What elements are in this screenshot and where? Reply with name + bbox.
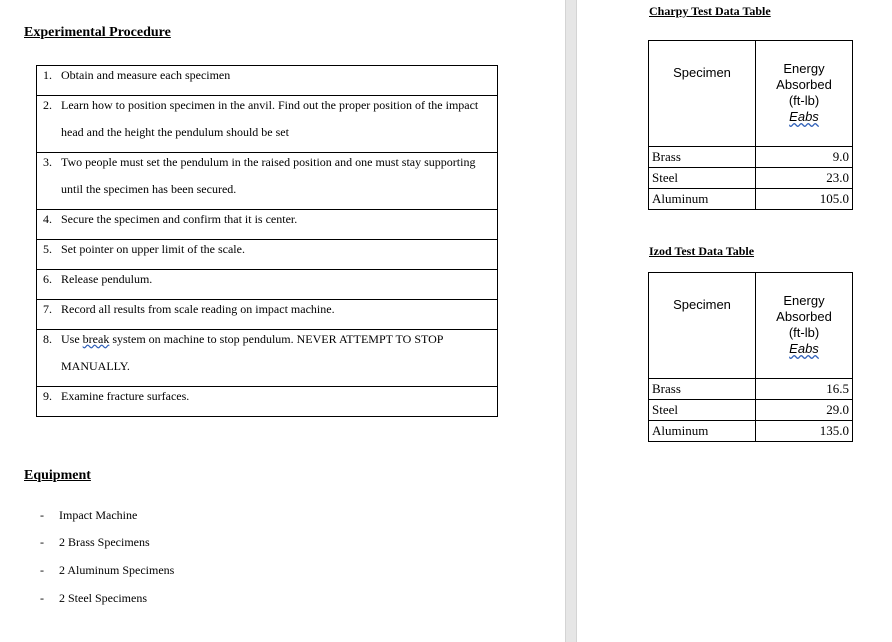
energy-cell: 105.0 (756, 189, 853, 210)
dash-bullet: - (40, 591, 44, 605)
table-header-row (649, 273, 853, 379)
specimen-cell: Brass (649, 147, 756, 168)
equipment-item-text: Impact Machine (59, 508, 138, 522)
energy-cell: 29.0 (756, 400, 853, 421)
specimen-cell: Steel (649, 168, 756, 189)
step-text-continued: head and the height the pendulum should be set (61, 125, 289, 139)
procedure-table (36, 65, 498, 417)
table-row (649, 168, 853, 189)
step-number: 6. (43, 272, 52, 286)
specimen-cell: Steel (649, 400, 756, 421)
procedure-step (37, 330, 498, 387)
step-text: Obtain and measure each specimen (61, 68, 231, 82)
step-text: Two people must set the pendulum in the raised position and one must stay supporting (61, 155, 476, 169)
table-row (649, 400, 853, 421)
table-row (649, 189, 853, 210)
specimen-column-header: Specimen (649, 41, 756, 147)
step-text: Secure the specimen and confirm that it is center. (61, 212, 298, 226)
energy-cell: 23.0 (756, 168, 853, 189)
step-text: Examine fracture surfaces. (61, 389, 190, 403)
step-text-continued: until the specimen has been secured. (61, 182, 237, 196)
charpy-table-title: Charpy Test Data Table (649, 4, 771, 18)
energy-cell: 16.5 (756, 379, 853, 400)
step-number: 8. (43, 332, 52, 346)
procedure-step (37, 300, 498, 330)
dash-bullet: - (40, 563, 44, 577)
dash-bullet: - (40, 508, 44, 522)
specimen-cell: Aluminum (649, 421, 756, 442)
procedure-step (37, 153, 498, 210)
step-number: 5. (43, 242, 52, 256)
specimen-cell: Brass (649, 379, 756, 400)
procedure-heading: Experimental Procedure (24, 25, 171, 40)
spellcheck-flagged-word[interactable]: break (82, 332, 110, 346)
izod-data-table (648, 272, 853, 442)
step-number: 1. (43, 68, 52, 82)
equipment-item-text: 2 Steel Specimens (59, 591, 147, 605)
procedure-step (37, 240, 498, 270)
step-number: 4. (43, 212, 52, 226)
step-text: Record all results from scale reading on impact machine. (61, 302, 335, 316)
equipment-item-text: 2 Brass Specimens (59, 535, 150, 549)
energy-column-header: Energy Absorbed (ft-lb) Eabs (756, 41, 853, 147)
energy-cell: 9.0 (756, 147, 853, 168)
charpy-data-table (648, 40, 853, 210)
procedure-step (37, 270, 498, 300)
step-number: 9. (43, 389, 52, 403)
specimen-column-header: Specimen (649, 273, 756, 379)
procedure-step (37, 96, 498, 153)
procedure-step (37, 387, 498, 417)
step-number: 2. (43, 98, 52, 112)
procedure-step (37, 210, 498, 240)
specimen-cell: Aluminum (649, 189, 756, 210)
energy-cell: 135.0 (756, 421, 853, 442)
equipment-heading: Equipment (24, 468, 91, 483)
table-header-row (649, 41, 853, 147)
step-number: 7. (43, 302, 52, 316)
dash-bullet: - (40, 535, 44, 549)
table-row (649, 379, 853, 400)
step-text: Learn how to position specimen in the anvil. Find out the proper position of the impact (61, 98, 479, 112)
izod-table-title: Izod Test Data Table (649, 244, 755, 258)
equipment-item-text: 2 Aluminum Specimens (59, 563, 175, 577)
step-text: Use break system on machine to stop pendulum. NEVER ATTEMPT TO STOP (61, 332, 444, 346)
step-number: 3. (43, 155, 52, 169)
step-text: Set pointer on upper limit of the scale. (61, 242, 245, 256)
energy-column-header: Energy Absorbed (ft-lb) Eabs (756, 273, 853, 379)
step-text: Release pendulum. (61, 272, 153, 286)
table-row (649, 147, 853, 168)
page-gutter (565, 0, 577, 642)
procedure-step (37, 66, 498, 96)
table-row (649, 421, 853, 442)
step-text-continued: MANUALLY. (61, 359, 130, 373)
